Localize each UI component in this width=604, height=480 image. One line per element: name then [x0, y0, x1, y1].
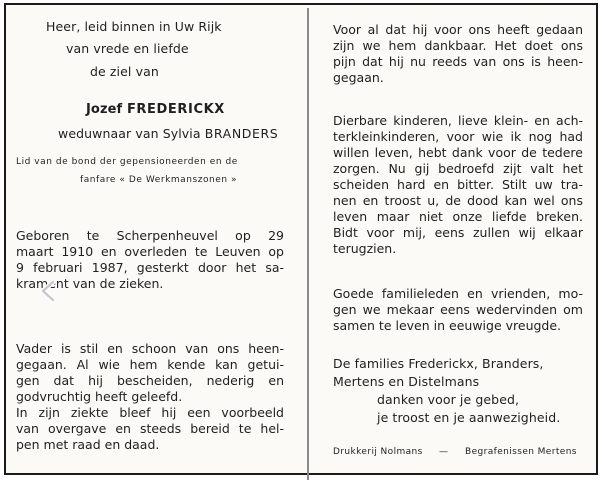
children-line: nen en troost u, de dood kan wel ons	[333, 193, 583, 208]
tribute-line: In zijn ziekte bleef hij een voorbeeld	[16, 405, 284, 420]
children-paragraph	[333, 113, 583, 257]
children-line: terkleinkinderen, voor wie ik nog had	[333, 129, 583, 144]
undertaker-credit: Begrafenissen Mertens	[465, 447, 577, 457]
widower-line	[58, 126, 278, 142]
verse-line-1: Heer, leid binnen in Uw Rijk	[46, 19, 222, 34]
children-line: Dierbare kinderen, lieve klein- en ach-	[333, 113, 583, 128]
birth-line: maart 1910 en overleden te Leuven op	[16, 244, 284, 259]
thanks-line: pijn dat hij nu reeds van ons is heen-	[333, 54, 583, 69]
deceased-name	[86, 102, 225, 118]
tribute-line: van overgave en steeds bereid te hel-	[16, 421, 284, 436]
thanks-line: Voor al dat hij voor ons heeft gedaan	[333, 22, 583, 37]
first-name: Jozef	[86, 102, 123, 117]
verse-line-3: de ziel van	[90, 64, 159, 79]
friends-line: Goede familieleden en vrienden, mo-	[333, 286, 583, 301]
birth-line: 9 februari 1987, gesterkt door het sa-	[16, 260, 284, 275]
birth-line: Geboren te Scherpenheuvel op 29	[16, 228, 284, 243]
thanks-line: gegaan.	[333, 70, 384, 85]
children-line: willen leven, hebt dank voor de tedere	[333, 145, 583, 160]
families-thanks-line-1: danken voor je gebed,	[377, 392, 520, 407]
membership-line-1: Lid van de bond der gepensioneerden en de	[16, 157, 238, 167]
thanks-line: zijn we hem dankbaar. Het doet ons	[333, 38, 583, 53]
credit-dash: —	[439, 447, 449, 457]
children-line: terugzien.	[333, 241, 397, 256]
memorial-card	[4, 3, 598, 475]
tribute-line: godvruchtig heeft geleefd.	[16, 389, 183, 404]
children-line: scheiden hard en bitter. Stilt uw tra-	[333, 177, 583, 192]
center-fold	[307, 8, 309, 480]
widower-prefix: weduwnaar van Sylvia	[58, 126, 201, 141]
families-thanks-line-2: je troost en je aanwezigheid.	[377, 410, 561, 425]
tribute-paragraph	[16, 341, 284, 453]
tribute-line: Vader is stil en schoon van ons heen-	[16, 341, 284, 356]
children-line: leven maar niet onze liefde breken.	[333, 209, 583, 224]
widower-last: BRANDERS	[204, 126, 279, 141]
birth-line: krament van de zieken.	[16, 276, 164, 291]
tribute-line: gegaan. Al wie hem kende kan getui-	[16, 357, 284, 372]
chevron-left-icon[interactable]	[36, 278, 62, 304]
children-line: zorgen. Nu gij bedroefd zijt valt het	[333, 161, 583, 176]
tribute-line: gen dat hij bescheiden, nederig en	[16, 373, 284, 388]
friends-paragraph	[333, 286, 583, 334]
children-line: Bidt voor mij, eens zullen wij elkaar	[333, 225, 583, 240]
printer-credit: Drukkerij Nolmans	[333, 447, 423, 457]
families-line-2: Mertens en Distelmans	[333, 374, 480, 389]
membership-line-2: fanfare « De Werkmanszonen »	[80, 175, 238, 185]
last-name: FREDERICKX	[126, 102, 225, 117]
thanks-paragraph	[333, 22, 583, 86]
friends-line: samen te leven in eeuwige vreugde.	[333, 318, 562, 333]
friends-line: gen we mekaar eens wedervinden om	[333, 302, 583, 317]
verse-line-2: van vrede en liefde	[66, 41, 189, 56]
tribute-line: pen met raad en daad.	[16, 437, 160, 452]
families-line-1: De families Frederickx, Branders,	[333, 356, 544, 371]
